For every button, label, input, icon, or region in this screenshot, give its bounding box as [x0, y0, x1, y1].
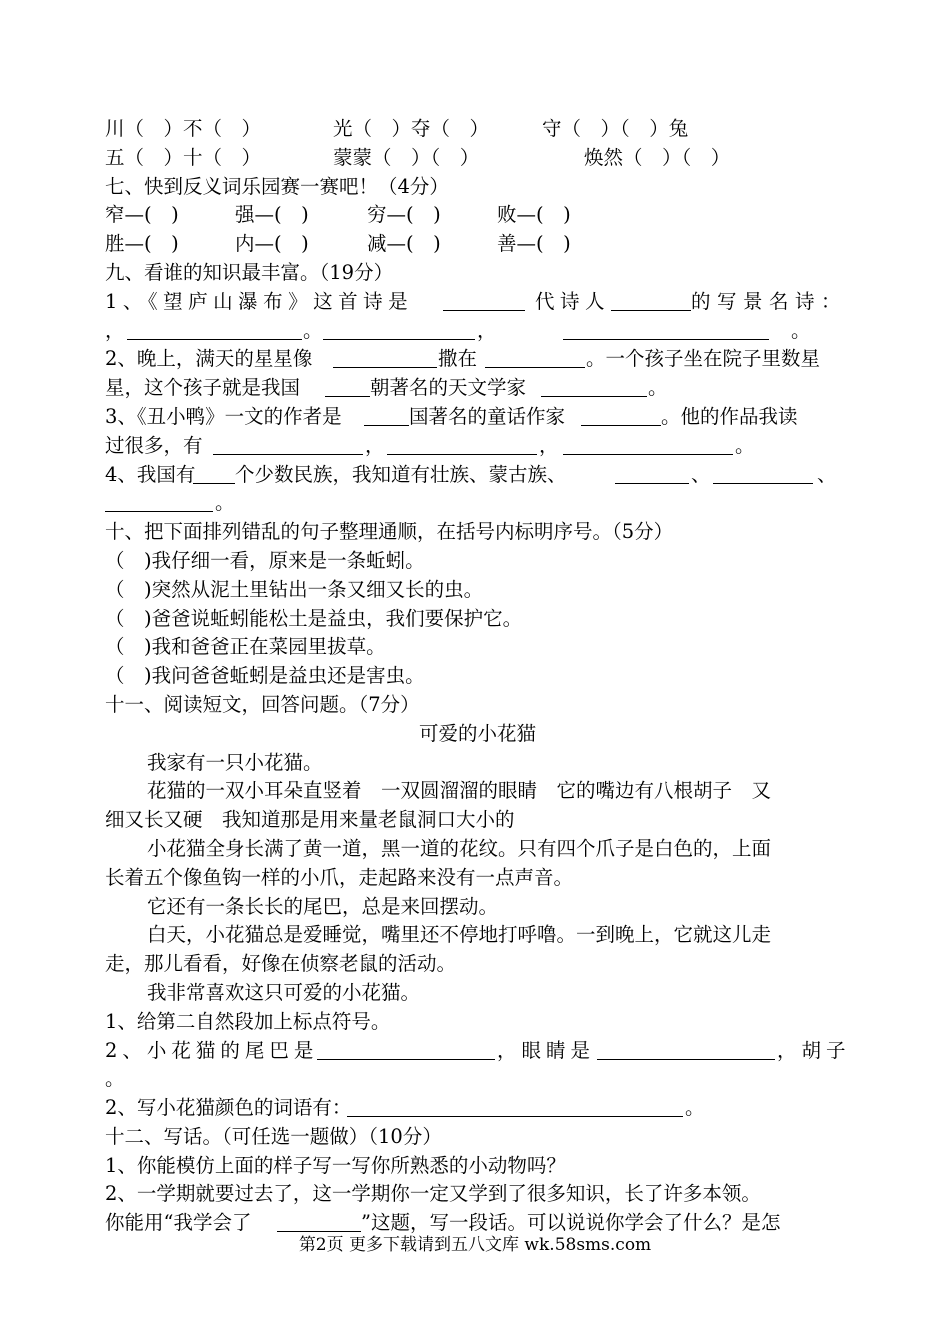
idiom: 川（ ）不（ ） — [105, 117, 262, 140]
question-line — [105, 1065, 850, 1094]
text: 。 — [685, 1096, 705, 1120]
question-line: 1、你能模仿上面的样子写一写你所熟悉的小动物吗？ — [105, 1153, 566, 1177]
section-heading: 十、把下面排列错乱的句子整理通顺，在括号内标明序号。（5分） — [105, 520, 674, 544]
text: 国著名的童话作家 — [409, 404, 566, 428]
text: 、 — [817, 462, 837, 486]
antonym-item: 窄—( ) — [105, 203, 179, 227]
text: 3、《丑小鸭》一文的作者是 — [105, 404, 342, 428]
section-heading: 七、快到反义词乐园赛一赛吧！（4分） — [105, 174, 449, 198]
question-line — [105, 403, 850, 432]
answer-blank[interactable] — [485, 349, 585, 368]
section-heading: 十二、写话。（可任选一题做）（10分） — [105, 1124, 442, 1148]
idiom: 蒙蒙（ ）（ ） — [333, 145, 480, 169]
antonym-row — [105, 230, 850, 259]
text: 星，这个孩子就是我国 — [105, 376, 301, 400]
idiom: 五（ ）十（ ） — [105, 145, 262, 169]
text: 。 — [215, 491, 235, 515]
answer-blank[interactable] — [563, 321, 769, 340]
antonym-item: 善—( ) — [497, 232, 571, 256]
text: 撒在 — [438, 347, 478, 371]
section-heading: 十一、阅读短文，回答问题。（7分） — [105, 692, 420, 716]
question-line — [105, 374, 850, 403]
idiom: 光（ ）夺（ ） — [333, 117, 490, 140]
answer-blank[interactable] — [443, 292, 525, 311]
question-line — [105, 345, 850, 374]
text: 4、我国有 — [105, 462, 196, 486]
answer-blank[interactable] — [615, 465, 689, 484]
answer-blank[interactable] — [323, 321, 475, 340]
text: ， — [539, 433, 559, 457]
idiom: 守（ ）（ ）兔 — [542, 117, 689, 140]
answer-blank[interactable] — [333, 349, 437, 368]
answer-blank[interactable] — [127, 321, 302, 340]
exam-page — [105, 115, 850, 1238]
question-line — [105, 1037, 850, 1066]
passage-paragraph: 我家有一只小花猫。 — [147, 750, 323, 774]
text: 1、《望庐山瀑布》这首诗是 — [105, 289, 414, 313]
text: ， — [365, 433, 385, 457]
text: 、 — [691, 462, 711, 486]
answer-blank[interactable] — [105, 493, 213, 512]
text: 过很多，有 — [105, 433, 203, 457]
text: ”这题，写一段话。可以说说你学会了什么？是怎 — [361, 1211, 781, 1235]
antonym-item: 穷—( ) — [367, 203, 441, 227]
text: ，眼睛是 — [497, 1038, 596, 1062]
antonym-item: 胜—( ) — [105, 232, 179, 256]
passage-paragraph: 花猫的一双小耳朵直竖着 一双圆溜溜的眼睛 它的嘴边有八根胡子 又 — [147, 779, 772, 803]
text: 。一个孩子坐在院子里数星 — [586, 347, 821, 371]
answer-blank[interactable] — [597, 1041, 775, 1060]
antonym-item: 败—( ) — [497, 203, 571, 227]
question-line — [105, 489, 850, 518]
passage-paragraph: 小花猫全身长满了黄一道，黑一道的花纹。只有四个爪子是白色的，上面 — [147, 836, 772, 860]
text: 。 — [791, 318, 811, 342]
ordering-item: （ )爸爸说蚯蚓能松土是益虫，我们要保护它。 — [105, 606, 523, 630]
passage-paragraph: 细又长又硬 我知道那是用来量老鼠洞口大小的 — [105, 808, 515, 832]
ordering-item: （ )我问爸爸蚯蚓是益虫还是害虫。 — [105, 664, 425, 688]
question-line — [105, 461, 850, 490]
passage-paragraph: 它还有一条长长的尾巴，总是来回摆动。 — [147, 894, 499, 918]
text: 朝著名的天文学家 — [370, 376, 527, 400]
text: 2、晚上，满天的星星像 — [105, 347, 313, 371]
antonym-item: 强—( ) — [235, 203, 309, 227]
answer-blank[interactable] — [611, 292, 691, 311]
answer-blank[interactable] — [713, 465, 813, 484]
passage-paragraph: 我非常喜欢这只可爱的小花猫。 — [147, 980, 421, 1004]
text: 。他的作品我读 — [661, 404, 798, 428]
question-line: 1、给第二自然段加上标点符号。 — [105, 1009, 391, 1033]
question-line — [105, 288, 850, 317]
text: 。 — [735, 433, 755, 457]
answer-blank[interactable] — [541, 378, 647, 397]
question-line — [105, 1094, 850, 1123]
text: 的写景名诗： — [691, 289, 848, 313]
answer-blank[interactable] — [364, 407, 409, 426]
text: 。 — [648, 376, 668, 400]
text: 代诗人 — [535, 289, 611, 313]
ordering-item: （ )突然从泥土里钻出一条又细又长的虫。 — [105, 577, 484, 601]
text: 2、小花猫的尾巴是 — [105, 1038, 319, 1062]
question-line — [105, 432, 850, 461]
answer-blank[interactable] — [347, 1098, 683, 1117]
question-line: 2、一学期就要过去了，这一学期你一定又学到了很多知识，长了许多本领。 — [105, 1182, 761, 1206]
idiom: 焕然（ ）（ ） — [584, 145, 731, 169]
passage-paragraph: 白天，小花猫总是爱睡觉，嘴里还不停地打呼噜。一到晚上，它就这儿走 — [147, 923, 772, 947]
text: 你能用“我学会了 — [105, 1211, 252, 1235]
text: ， — [105, 318, 125, 342]
answer-blank[interactable] — [581, 407, 661, 426]
answer-blank[interactable] — [317, 1041, 495, 1060]
idiom-row — [105, 115, 850, 144]
text: 个少数民族，我知道有壮族、蒙古族、 — [235, 462, 567, 486]
answer-blank[interactable] — [387, 436, 537, 455]
text: 。 — [105, 1067, 125, 1091]
answer-blank[interactable] — [325, 378, 370, 397]
text: 。 — [303, 318, 323, 342]
passage-paragraph: 长着五个像鱼钩一样的小爪，走起路来没有一点声音。 — [105, 865, 574, 889]
ordering-item: （ )我和爸爸正在菜园里拔草。 — [105, 635, 386, 659]
ordering-item: （ )我仔细一看，原来是一条蚯蚓。 — [105, 548, 425, 572]
antonym-item: 内—( ) — [235, 232, 309, 256]
passage-title: 可爱的小花猫 — [418, 721, 536, 745]
page-footer: 第2页 更多下载请到五八文库 wk.58sms.com — [298, 1235, 652, 1255]
section-heading: 九、看谁的知识最丰富。（19分） — [105, 260, 394, 284]
antonym-row — [105, 201, 850, 230]
text: ，胡子 — [777, 1038, 851, 1062]
passage-paragraph: 走，那儿看看，好像在侦察老鼠的活动。 — [105, 952, 457, 976]
answer-blank[interactable] — [563, 436, 733, 455]
question-line — [105, 317, 850, 346]
idiom-row — [105, 144, 850, 173]
antonym-item: 减—( ) — [367, 232, 441, 256]
answer-blank[interactable] — [213, 436, 363, 455]
answer-blank[interactable] — [193, 465, 235, 484]
text: 2、写小花猫颜色的词语有： — [105, 1096, 352, 1120]
text: ， — [477, 318, 497, 342]
